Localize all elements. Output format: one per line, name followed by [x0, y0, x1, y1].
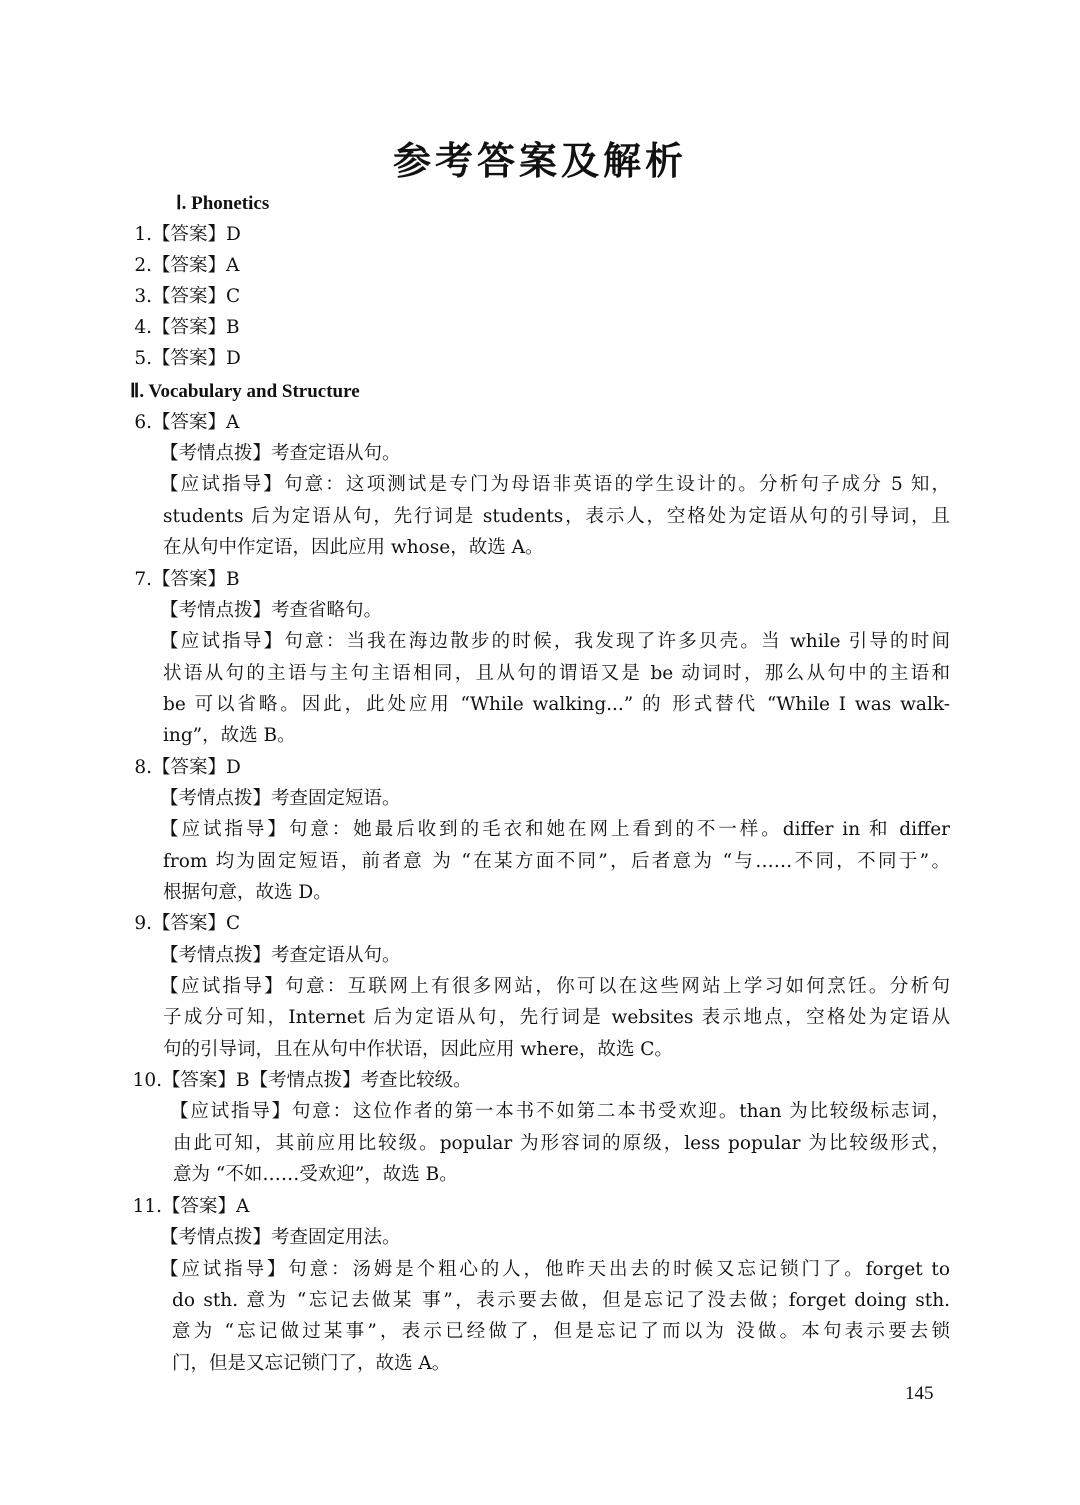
guide-line: 【应试指导】句意：当我在海边散步的时候，我发现了许多贝壳。当 while 引导的时间	[160, 631, 950, 652]
answer-text: 【答案】C	[152, 913, 241, 934]
answer-line-8	[130, 752, 241, 783]
answer-line-6	[130, 407, 239, 438]
question-number: 9.	[134, 913, 152, 934]
answer-text: 【答案】C	[152, 286, 241, 307]
section-heading-phonetics: Ⅰ. Phonetics	[176, 193, 270, 214]
guide-line: 由此可知，其前应用比较级。popular 为形容词的原级，less popular 为比较级形式，	[173, 1133, 950, 1154]
answer-text: 【答案】D	[152, 224, 241, 245]
answer-text: 【答案】A	[152, 412, 240, 433]
exam-point: 【考情点拨】考查定语从句。	[160, 945, 401, 966]
answer-line-7	[130, 564, 240, 595]
guide-line: 【应试指导】句意：她最后收到的毛衣和她在网上看到的不一样。differ in 和 differ	[160, 819, 950, 840]
guide-line: students 后为定语从句，先行词是 students，表示人，空格处为定语从句的引导词，且	[163, 506, 950, 527]
exam-point: 【考情点拨】考查省略句。	[160, 600, 383, 621]
guide-line: ing”，故选 B。	[163, 725, 296, 746]
exam-point: 【考情点拨】考查定语从句。	[160, 443, 401, 464]
question-number: 5.	[134, 348, 152, 369]
page-title: 参考答案及解析	[392, 139, 687, 183]
guide-line: do sth. 意为 “忘记去做某 事”，表示要去做，但是忘记了没去做；forget doing sth.	[172, 1290, 950, 1311]
question-number: 11.	[132, 1196, 162, 1217]
answer-line-11	[130, 1191, 249, 1222]
guide-line: 【应试指导】句意：这项测试是专门为母语非英语的学生设计的。分析句子成分 5 知，	[160, 474, 950, 495]
guide-line: 子成分可知，Internet 后为定语从句，先行词是 websites 表示地点，空格处为定语从	[163, 1007, 950, 1028]
guide-line: be 可以省略。因此，此处应用 “While walking...” 的 形式替代 “While I was walk-	[163, 694, 950, 715]
answer-text: 【答案】B	[152, 569, 240, 590]
question-number: 8.	[134, 757, 152, 778]
question-number: 10.	[132, 1070, 162, 1091]
answer-line-9	[130, 908, 240, 939]
question-number: 3.	[134, 286, 152, 307]
guide-line: 状语从句的主语与主句主语相同，且从句的谓语又是 be 动词时，那么从句中的主语和	[163, 663, 950, 684]
guide-line: 意为 “忘记做过某事”，表示已经做了，但是忘记了而以为 没做。本句表示要去锁	[172, 1321, 950, 1342]
answer-line-10	[130, 1065, 472, 1096]
question-number: 4.	[134, 317, 152, 338]
exam-point: 【考情点拨】考查固定短语。	[160, 788, 401, 809]
guide-line: 根据句意，故选 D。	[163, 882, 332, 903]
guide-line: 【应试指导】句意：汤姆是个粗心的人，他昨天出去的时候又忘记锁门了。forget to	[160, 1259, 950, 1280]
answer-line-2	[130, 250, 239, 281]
answer-text: 【答案】B【考情点拨】考查比较级。	[162, 1070, 472, 1091]
guide-line: 在从句中作定语，因此应用 whose，故选 A。	[163, 537, 544, 558]
answer-text: 【答案】B	[152, 317, 240, 338]
question-number: 1.	[134, 224, 152, 245]
answer-line-5	[130, 343, 241, 374]
exam-point: 【考情点拨】考查固定用法。	[160, 1227, 401, 1248]
section-heading-vocabulary: Ⅱ. Vocabulary and Structure	[130, 381, 360, 402]
answer-text: 【答案】A	[152, 255, 240, 276]
answer-line-1	[130, 219, 241, 250]
question-number: 2.	[134, 255, 152, 276]
guide-line: 【应试指导】句意：这位作者的第一本书不如第二本书受欢迎。than 为比较级标志词，	[170, 1101, 950, 1122]
guide-line: from 均为固定短语，前者意 为 “在某方面不同”，后者意为 “与……不同，不同于”。	[163, 851, 950, 872]
answer-text: 【答案】D	[152, 757, 241, 778]
answer-line-4	[130, 312, 240, 343]
guide-line: 门，但是又忘记锁门了，故选 A。	[172, 1353, 451, 1374]
answer-line-3	[130, 281, 240, 312]
guide-line: 【应试指导】句意：互联网上有很多网站，你可以在这些网站上学习如何烹饪。分析句	[160, 976, 950, 997]
question-number: 7.	[134, 569, 152, 590]
answer-text: 【答案】A	[162, 1196, 250, 1217]
question-number: 6.	[134, 412, 152, 433]
guide-line: 句的引导词，且在从句中作状语，因此应用 where，故选 C。	[163, 1039, 673, 1060]
answer-text: 【答案】D	[152, 348, 241, 369]
page-number: 145	[905, 1383, 934, 1404]
guide-line: 意为 “不如……受欢迎”，故选 B。	[173, 1164, 458, 1185]
